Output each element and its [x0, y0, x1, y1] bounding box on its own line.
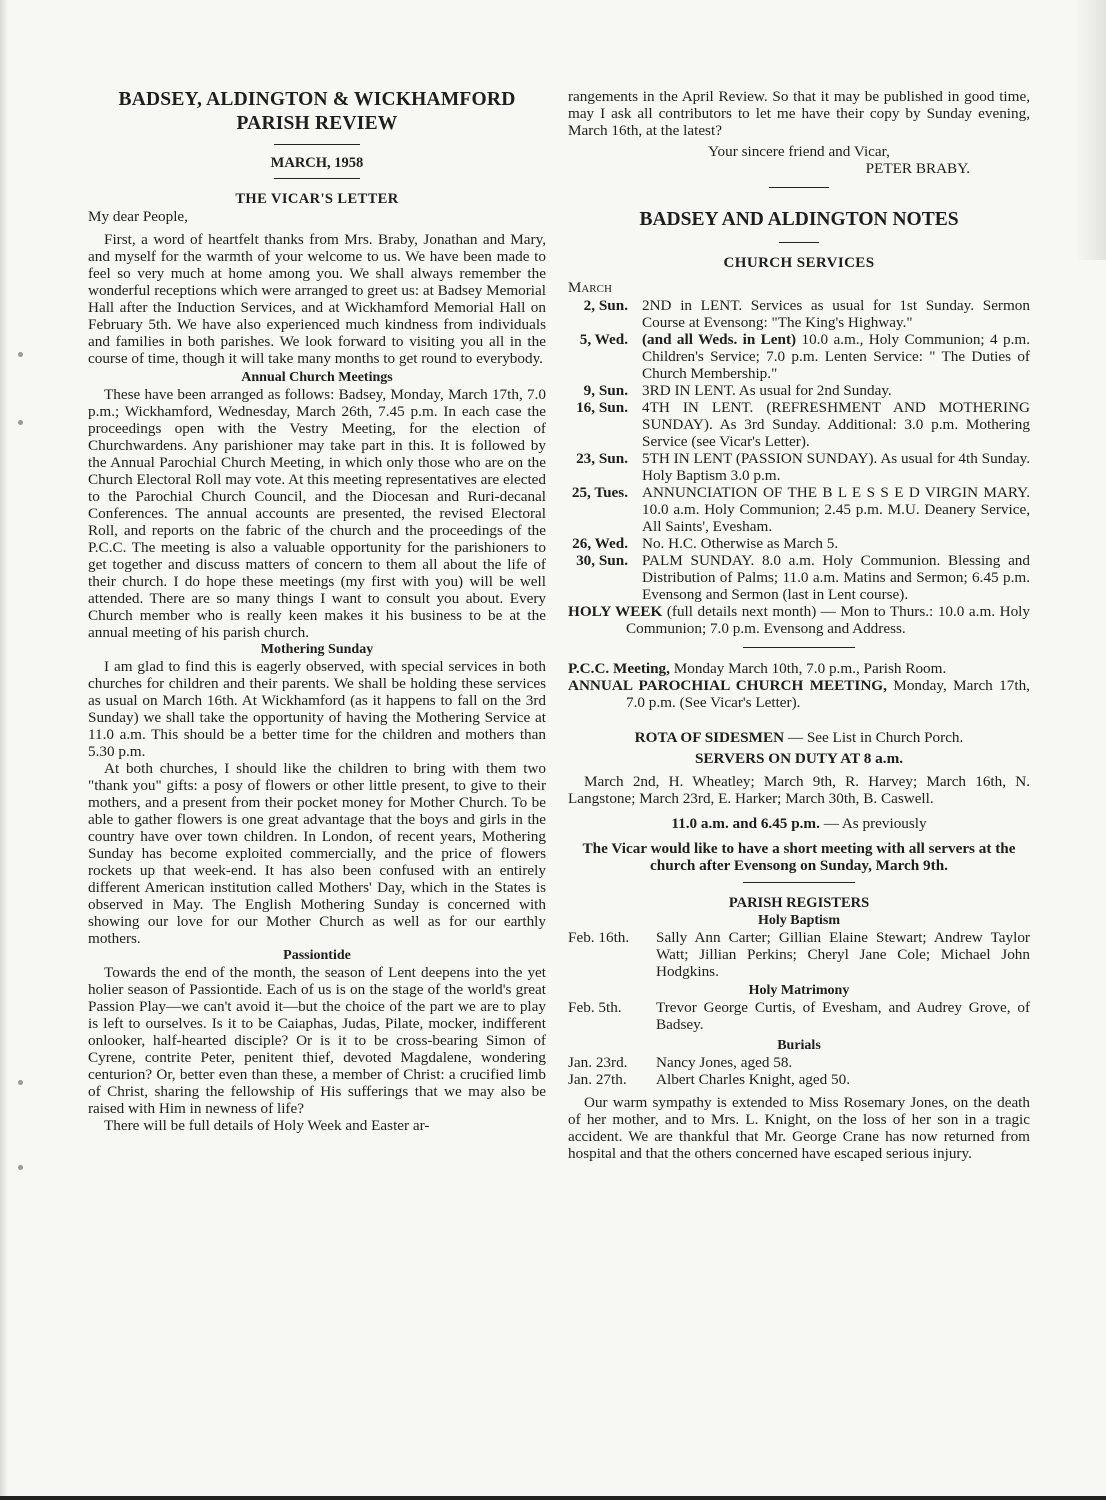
register-row: Jan. 27th. Albert Charles Knight, aged 50.	[568, 1071, 851, 1088]
letter-paragraph: First, a word of heartfelt thanks from Mrs. Braby, Jonathan and Mary, and myself for the warmth of your welcome to us. We have been made to feel so very much at home among you. We shall always remember the wonderful receptions which were arranged to greet us: at Badsey Memorial Hall after the Induction Services, and at Wickhamford Memorial Hall on February 5th. We have also experienced much kindness from individuals and families in both parishes. We look forward to visiting you all in the course of time, though it will take many months to get round to everybody.	[88, 231, 546, 367]
church-services-heading: CHURCH SERVICES	[723, 255, 875, 271]
baptism-table	[568, 929, 1030, 980]
servers-list: March 2nd, H. Wheatley; March 9th, R. Harvey; March 16th, N. Langstone; March 23rd, E. Harker; March 30th, B. Caswell.	[568, 773, 1030, 807]
right-column	[568, 88, 1030, 1162]
baptism-heading: Holy Baptism	[757, 913, 841, 928]
burials-table	[568, 1054, 1030, 1088]
servers-heading: SERVERS ON DUTY AT 8 a.m.	[694, 750, 904, 767]
month-label: March	[568, 280, 612, 296]
page-edge-shadow	[0, 0, 8, 1500]
masthead-subtitle: PARISH REVIEW	[236, 113, 398, 134]
margin-mark	[18, 1165, 23, 1170]
service-row: 30, Sun. PALM SUNDAY. 8.0 a.m. Holy Communion. Blessing and Distribution of Palms; 11.0 a.m. Matins and Sermon; 6.45 p.m. Evensong and Sermon (last in Lent course).	[576, 552, 1030, 603]
service-row: 23, Sun. 5TH IN LENT (PASSION SUNDAY). As usual for 4th Sunday. Holy Baptism 3.0 p.m.	[576, 450, 1030, 484]
vicars-letter-heading: THE VICAR'S LETTER	[235, 191, 399, 207]
divider	[779, 242, 819, 243]
margin-mark	[18, 1080, 23, 1085]
service-row: 26, Wed. No. H.C. Otherwise as March 5.	[572, 535, 839, 552]
services-table	[568, 297, 1030, 603]
apcm-note: ANNUAL PAROCHIAL CHURCH MEETING, Monday, March 17th, 7.0 p.m. (See Vicar's Letter).	[568, 677, 1030, 711]
service-row: 25, Tues. ANNUNCIATION OF THE B L E S S E D VIRGIN MARY. 10.0 a.m. Holy Communion; 2.45 p.m. M.U. Deanery Service, All Saints', Evesham.	[571, 484, 1030, 535]
passiontide-paragraph: There will be full details of Holy Week and Easter ar-	[104, 1117, 430, 1134]
burials-heading: Burials	[777, 1038, 821, 1053]
holy-week-note: HOLY WEEK (full details next month) — Mon to Thurs.: 10.0 a.m. Holy Communion; 7.0 p.m. Evensong and Address.	[568, 603, 1030, 637]
page-bottom-edge	[0, 1496, 1106, 1500]
passiontide-heading: Passiontide	[283, 948, 351, 963]
margin-mark	[18, 352, 23, 357]
page-corner-shadow	[1076, 0, 1106, 260]
margin-mark	[18, 420, 23, 425]
notes-title: BADSEY AND ALDINGTON NOTES	[639, 209, 959, 230]
divider	[274, 178, 360, 179]
passiontide-paragraph: Towards the end of the month, the season of Lent deepens into the yet holier season of Passiontide. Each of us is on the stage of the world's great Passion Play—we can't avoid it—but the choice of the part we are to play is left to ourselves. Is it to be Caiaphas, Judas, Pilate, mocker, indifferent onlooker, half-hearted disciple? Or is it to be cross-bearing Simon of Cyrene, contrite Peter, penitent thief, devoted Magdalene, wondering centurion? Or, better even than these, a member of Christ: a crucified limb of Christ, sharing the fellowship of His sufferings that we may also be raised with Him in newness of life?	[88, 964, 546, 1117]
service-row: 9, Sun. 3RD IN LENT. As usual for 2nd Sunday.	[583, 382, 892, 399]
rota-note: ROTA OF SIDESMEN — See List in Church Porch.	[634, 729, 964, 746]
mothering-sunday-heading: Mothering Sunday	[260, 642, 374, 657]
letter-continuation: rangements in the April Review. So that it may be published in good time, may I ask all contributors to let me have their copy by Sunday evening, March 16th, at the latest?	[568, 88, 1030, 139]
issue-date: MARCH, 1958	[270, 155, 364, 171]
register-row: Feb. 16th. Sally Ann Carter; Gillian Elaine Stewart; Andrew Taylor Watt; Jillian Perkins; Cheryl Jane Cole; Michael John Hodgkins.	[568, 929, 1030, 980]
mothering-paragraph: I am glad to find this is eagerly observed, with special services in both churches for children and their parents. We shall be holding these services as usual on March 16th. At Wickhamford (as it happens to fall on the 3rd Sunday) we shall take the opportunity of having the Mothering Service at 11.0 a.m. This should be a better time for the children and mothers than 5.30 p.m.	[88, 658, 546, 760]
divider	[274, 144, 360, 145]
pcc-meeting-note: P.C.C. Meeting, Monday March 10th, 7.0 p.m., Parish Room.	[568, 660, 947, 677]
register-row: Jan. 23rd. Nancy Jones, aged 58.	[568, 1054, 793, 1071]
times-note: 11.0 a.m. and 6.45 p.m. — As previously	[671, 815, 927, 832]
registers-heading: PARISH REGISTERS	[728, 895, 870, 911]
divider	[743, 647, 855, 648]
masthead-title: BADSEY, ALDINGTON & WICKHAMFORD	[118, 89, 516, 110]
mothering-paragraph: At both churches, I should like the children to bring with them two "thank you" gifts: a posy of flowers or other little present, to give to their mothers, and a present from their pocket money for Mother Church. To be able to gather flowers is one great advantage that the boys and girls in the country have over town children. In London, of recent years, Mothering Sunday has become exploited commercially, and the price of flowers rockets up that week-end. It has also been confused with an entirely different American institution called Mothers' Day, which in the States is observed in May. The English Mothering Sunday is concerned with showing our love for our Mother Church as well as for our earthly mothers.	[88, 760, 546, 947]
divider	[743, 882, 855, 883]
annual-meetings-heading: Annual Church Meetings	[241, 370, 393, 385]
left-column	[88, 88, 546, 1134]
service-row: 16, Sun. 4TH IN LENT. (REFRESHMENT AND MOTHERING SUNDAY). As 3rd Sunday. Additional: 3.0 p.m. Mothering Service (see Vicar's Letter).	[576, 399, 1030, 450]
signoff: Your sincere friend and Vicar,	[708, 143, 890, 160]
matrimony-table	[568, 999, 1030, 1033]
sympathy-paragraph: Our warm sympathy is extended to Miss Rosemary Jones, on the death of her mother, and to Mrs. L. Knight, on the loss of her son in a tragic accident. We are thankful that Mr. George Crane has now returned from hospital and that the others concerned have escaped serious injury.	[568, 1094, 1030, 1162]
vicar-meeting-note: The Vicar would like to have a short meeting with all servers at the church after Evensong on Sunday, March 9th.	[582, 840, 1016, 874]
service-row: 5, Wed. (and all Weds. in Lent) 10.0 a.m., Holy Communion; 4 p.m. Children's Service; 7.0 p.m. Lenten Service: " The Duties of Church Membership."	[579, 331, 1030, 382]
matrimony-heading: Holy Matrimony	[748, 983, 850, 998]
service-row: 2, Sun. 2ND in LENT. Services as usual for 1st Sunday. Sermon Course at Evensong: "The King's Highway."	[583, 297, 1030, 331]
vicar-signature: PETER BRABY.	[865, 160, 970, 177]
annual-meetings-paragraph: These have been arranged as follows: Badsey, Monday, March 17th, 7.0 p.m.; Wickhamford, Wednesday, March 26th, 7.45 p.m. In each case the proceedings open with the Vestry Meeting, for the election of Churchwardens. Any parishioner may take part in this. It is followed by the Annual Parochial Church Meeting, in which only those who are on the Church Electoral Roll may vote. At this meeting representatives are elected to the Parochial Church Council, and the Diocesan and Ruri-decanal Conferences. The annual accounts are presented, the revised Electoral Roll, and reports on the fabric of the church and the proceedings of the P.C.C. The meeting is also a valuable opportunity for the parishioners to get together and discuss matters of concern to them all about the life of their church. I do hope these meetings (my first with you) will be well attended. There are so many things I want to consult you about. Every Church member who is really keen makes it his business to be at the annual meeting of his parish church.	[88, 386, 546, 641]
divider	[769, 187, 829, 188]
salutation: My dear People,	[88, 208, 188, 225]
register-row: Feb. 5th. Trevor George Curtis, of Evesham, and Audrey Grove, of Badsey.	[568, 999, 1030, 1033]
